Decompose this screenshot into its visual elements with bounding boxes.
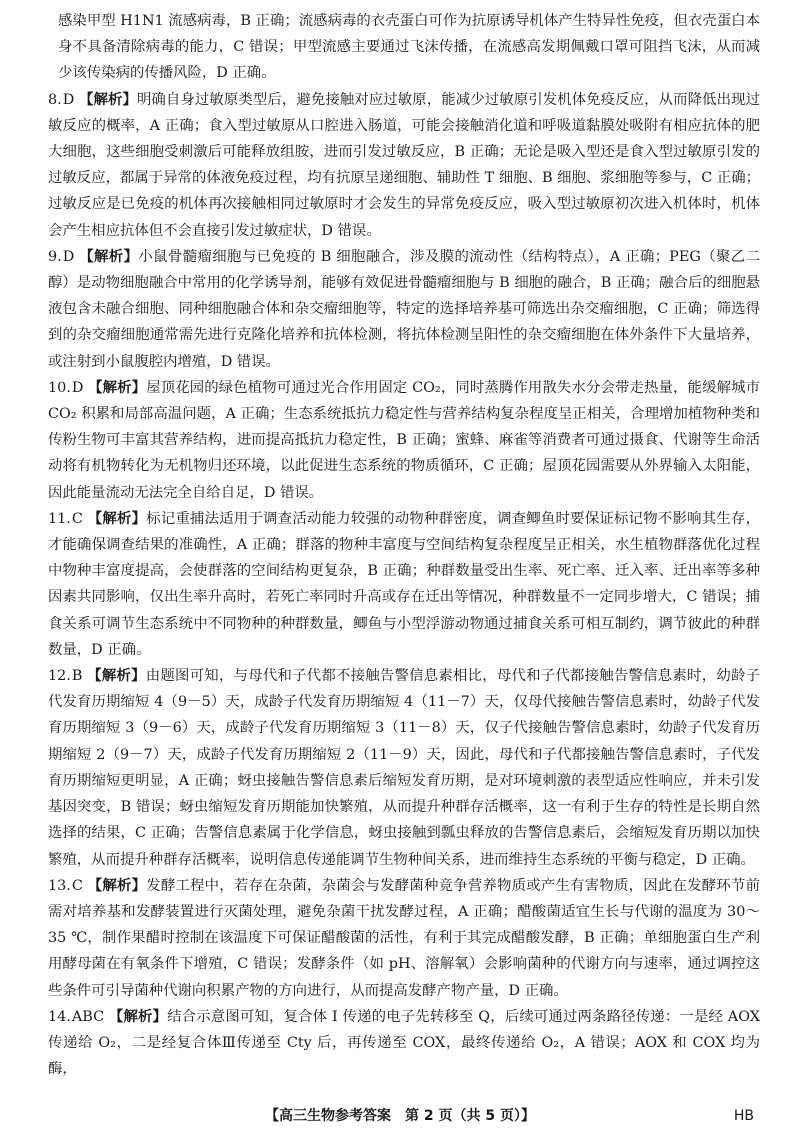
analysis-label: 【解析】 [88, 378, 147, 396]
analysis-text: 发酵工程中，若存在杂菌，杂菌会与发酵菌种竞争营养物质或产生有害物质，因此在发酵环节前需对培养基和发酵装置进行灭菌处理，避免杂菌干扰发酵过程，A 正确；醋酸菌适宜生长与代谢的温度为 30～35 ℃，制作果醋时控制在该温度下可保证醋酸菌的活性，有利于其完成醋酸发酵，B 正确；单细胞蛋白生产利用酵母菌在有氧条件下增殖，C 错误；发酵条件（如 pH、溶解氧）会影响菌种的代谢方向与速率，通过调控这些条件可引导菌种代谢向积累产物的方向进行，从而提高发酵产物产量，D 正确。 [48, 877, 760, 999]
answer-choice: C [71, 877, 83, 894]
question-number: 12. [48, 668, 71, 685]
analysis-label: 【解析】 [79, 247, 139, 265]
answer-choice: B [71, 668, 83, 685]
analysis-label: 【解析】 [78, 90, 137, 108]
answer-list [48, 87, 760, 1083]
continued-paragraph: 感染甲型 H1N1 流感病毒，B 正确；流感病毒的衣壳蛋白可作为抗原诱导机体产生特异性免疫，但衣壳蛋白本身不具备清除病毒的能力，C 错误；甲型流感主要通过飞沫传播，在流感高发期佩戴口罩可阻挡飞沫，从而减少该传染病的传播风险，D 正确。 [58, 13, 760, 82]
analysis-label: 【解析】 [87, 667, 146, 685]
answer-choice: ABC [71, 1008, 105, 1025]
analysis-label: 【解析】 [87, 509, 147, 527]
answer-item [48, 873, 760, 1004]
footer-code: HB [733, 1108, 754, 1124]
answer-choice: C [71, 510, 83, 527]
analysis-text: 标记重捕法适用于调查活动能力较强的动物种群密度，调查鲫鱼时要保证标记物不影响其生存，才能确保调查结果的准确性，A 正确；群落的物种丰富度与空间结构复杂程度呈正相关，水生植物群落优化过程中物种丰富度提高，会使群落的空间结构更复杂，B 正确；种群数量受出生率、死亡率、迁入率、迁出率等多种因素共同影响，仅出生率升高时，若死亡率同时升高或存在迁出等情况，种群数量不一定同步增大，C 错误；捕食关系可调节生态系统中不同物种的种群数量，鲫鱼与小型浮游动物通过捕食关系可相互制约，调节彼此的种群数量，D 正确。 [48, 510, 760, 658]
answer-item [48, 87, 760, 244]
answer-item [48, 375, 760, 506]
question-number: 8. [48, 91, 62, 108]
analysis-label: 【解析】 [108, 1007, 168, 1025]
question-number: 10. [48, 379, 71, 396]
analysis-text: 小鼠骨髓瘤细胞与已免疫的 B 细胞融合，涉及膜的流动性（结构特点），A 正确；PEG（聚乙二醇）是动物细胞融合中常用的化学诱导剂，能够有效促进骨髓瘤细胞与 B 细胞的融合，B 正确；融合后的细胞悬液包含未融合细胞、同种细胞融合体和杂交瘤细胞等，特定的选择培养基可筛选出杂交瘤细胞，C 正确；筛选得到的杂交瘤细胞通常需先进行克隆化培养和抗体检测，将抗体检测呈阳性的杂交瘤细胞在体外条件下大量培养，或注射到小鼠腹腔内增殖，D 错误。 [48, 248, 760, 370]
answer-item [48, 506, 760, 663]
question-number: 11. [48, 510, 71, 527]
question-number: 14. [48, 1008, 71, 1025]
answer-choice: D [62, 91, 75, 108]
analysis-text: 屋顶花园的绿色植物可通过光合作用固定 CO₂，同时蒸腾作用散失水分会带走热量，能缓解城市 CO₂ 积累和局部高温问题，A 正确；生态系统抵抗力稳定性与营养结构复杂程度呈正相关，合理增加植物种类和传粉生物可丰富其营养结构，进而提高抵抗力稳定性，B 正确；蜜蜂、麻雀等消费者可通过摄食、代谢等生命活动将有机物转化为无机物归还环境，以此促进生态系统的物质循环，C 正确；屋顶花园需要从外界输入太阳能，因此能量流动无法完全自给自足，D 错误。 [48, 379, 760, 501]
answer-item [48, 244, 760, 375]
answer-item [48, 1004, 760, 1083]
answer-choice: D [62, 248, 75, 265]
answer-item [48, 663, 760, 873]
analysis-text: 由题图可知，与母代和子代都不接触告警信息素相比，母代和子代都接触告警信息素时，幼龄子代发育历期缩短 4（9－5）天，成龄子代发育历期缩短 4（11－7）天，仅母代接触告警信息素时，幼龄子代发育历期缩短 3（9－6）天，成龄子代发育历期缩短 3（11－8）天，仅子代接触告警信息素时，幼龄子代发育历期缩短 2（9－7）天，成龄子代发育历期缩短 2（11－9）天，因此，母代和子代都接触告警信息素时，子代发育历期缩短更明显，A 正确；蚜虫接触告警信息素后缩短发育历期，是对环境刺激的表型适应性响应，并未引发基因突变，B 错误；蚜虫缩短发育历期能加快繁殖，从而提升种群存活概率，这一有利于生存的特性是长期自然选择的结果，C 正确；告警信息素属于化学信息，蚜虫接触到瓢虫释放的告警信息素后，会缩短发育历期以加快繁殖，从而提升种群存活概率，说明信息传递能调节生物种间关系，进而维持生态系统的平衡与稳定，D 正确。 [48, 668, 760, 868]
analysis-text: 结合示意图可知，复合体 Ⅰ 传递的电子先转移至 Q，后续可通过两条路径传递：一是经 AOX 传递给 O₂，二是经复合体Ⅲ传递至 Cty 后，再传递至 COX，最终传递给 O₂，A 错误；AOX 和 COX 均为酶， [48, 1008, 760, 1078]
analysis-label: 【解析】 [87, 876, 147, 894]
question-number: 13. [48, 877, 71, 894]
analysis-text: 明确自身过敏原类型后，避免接触对应过敏原，能减少过敏原引发机体免疫反应，从而降低出现过敏反应的概率，A 正确；食入型过敏原从口腔进入肠道，可能会接触消化道和呼吸道黏膜处吸附有相应抗体的肥大细胞，这些细胞受刺激后可能释放组胺，进而引发过敏反应，B 正确；无论是吸入型还是食入型过敏原引发的过敏反应，都属于异常的体液免疫过程，均有抗原呈递细胞、辅助性 T 细胞、B 细胞、浆细胞等参与，C 正确；过敏反应是已免疫的机体再次接触相同过敏原时才会发生的异常免疫反应，吸入型过敏原初次进入机体时，机体会产生相应抗体但不会直接引发过敏症状，D 错误。 [48, 91, 760, 239]
answer-choice: D [71, 379, 84, 396]
page-footer: 【高三生物参考答案 第 2 页（共 5 页）】 [265, 1108, 535, 1124]
question-number: 9. [48, 248, 62, 265]
